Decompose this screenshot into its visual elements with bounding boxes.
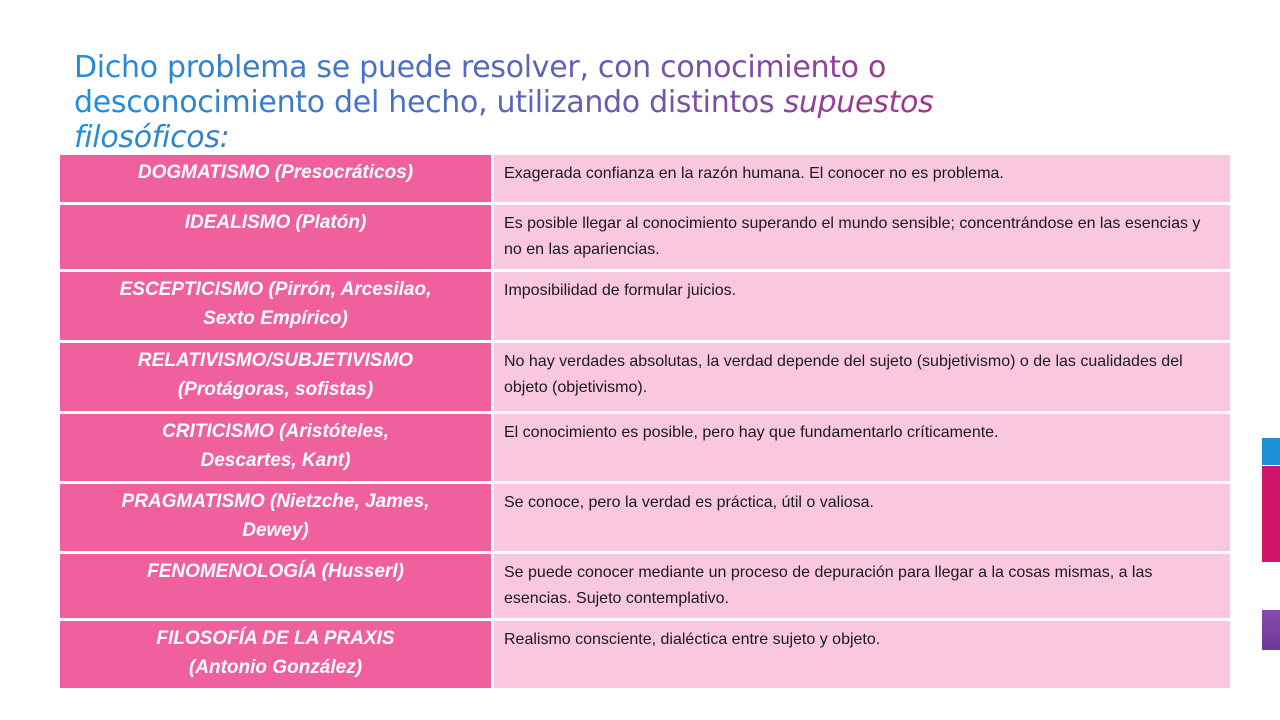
philosophy-table (57, 152, 1233, 691)
accent-bar-purple (1262, 610, 1280, 650)
description-cell: Realismo consciente, dialéctica entre sujeto y objeto. (494, 621, 1230, 688)
term-cell (60, 272, 491, 340)
description-cell: Es posible llegar al conocimiento superando el mundo sensible; concentrándose en las esencias y no en las apariencias. (494, 205, 1230, 269)
term-cell (60, 155, 491, 202)
term-cell (60, 343, 491, 411)
description-cell: El conocimiento es posible, pero hay que fundamentarlo críticamente. (494, 414, 1230, 481)
term-label: CRITICISMO (Aristóteles, (162, 421, 389, 442)
table-row (60, 484, 1230, 551)
table-row (60, 155, 1230, 202)
table-row (60, 205, 1230, 269)
accent-bar-pink (1262, 466, 1280, 562)
term-label: FILOSOFÍA DE LA PRAXIS (156, 628, 395, 649)
description-cell: Se conoce, pero la verdad es práctica, útil o valiosa. (494, 484, 1230, 551)
term-label: RELATIVISMO/SUBJETIVISMO (137, 350, 414, 371)
term-cell (60, 554, 491, 618)
term-label: IDEALISMO (Platón) (184, 212, 367, 233)
term-cell (60, 414, 491, 481)
table-row (60, 621, 1230, 688)
term-label: FENOMENOLOGÍA (Husserl) (147, 561, 404, 582)
description-cell: No hay verdades absolutas, la verdad depende del sujeto (subjetivismo) o de las cualidades del objeto (objetivismo). (494, 343, 1230, 411)
term-label: PRAGMATISMO (Nietzche, James, (121, 491, 430, 512)
description-cell: Exagerada confianza en la razón humana. El conocer no es problema. (494, 155, 1230, 202)
slide-title (74, 50, 1074, 155)
accent-bar-blue (1262, 438, 1280, 465)
term-cell (60, 621, 491, 688)
term-label: (Protágoras, sofistas) (177, 379, 374, 400)
term-label: ESCEPTICISMO (Pirrón, Arcesilao, (119, 279, 432, 300)
term-label: Descartes, Kant) (200, 450, 351, 471)
table-row (60, 272, 1230, 340)
term-label: Dewey) (242, 520, 309, 541)
title-line-2-italic: supuestos filosóficos: (74, 85, 934, 155)
term-cell (60, 205, 491, 269)
table-row (60, 554, 1230, 618)
description-cell: Se puede conocer mediante un proceso de depuración para llegar a la cosas mismas, a las esencias. Sujeto contemplativo. (494, 554, 1230, 618)
term-label: DOGMATISMO (Presocráticos) (137, 162, 414, 183)
description-cell: Imposibilidad de formular juicios. (494, 272, 1230, 340)
title-line-1: Dicho problema se puede resolver, con conocimiento o (74, 50, 887, 85)
title-line-2: desconocimiento del hecho, utilizando distintos (74, 85, 784, 120)
table-row (60, 343, 1230, 411)
term-label: (Antonio González) (188, 657, 363, 678)
term-label: Sexto Empírico) (203, 308, 348, 329)
table-row (60, 414, 1230, 481)
term-cell (60, 484, 491, 551)
